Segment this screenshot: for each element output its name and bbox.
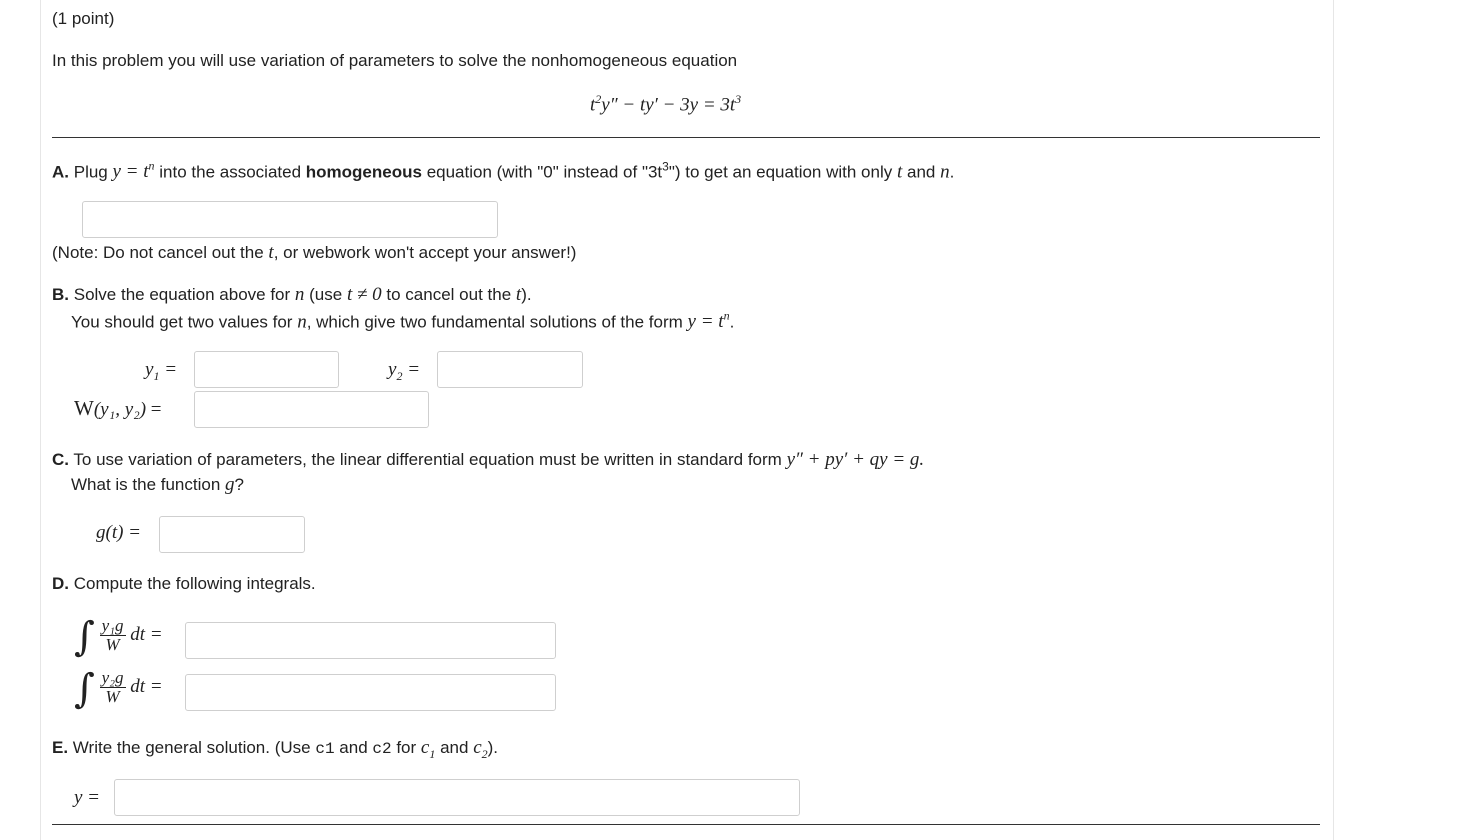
part-a-note: (Note: Do not cancel out the t, or webwork won't accept your answer!) xyxy=(52,242,577,263)
g-label: g(t) = xyxy=(96,522,142,543)
part-d-prompt: D. Compute the following integrals. xyxy=(52,574,316,593)
wronskian-label: W(y₁, y₂) = xyxy=(74,396,162,420)
main-equation: $t^2y'' - ty' - 3y = 3t^3$ xyxy=(590,92,742,116)
part-c-line1: C. To use variation of parameters, the linear differential equation must be written in standard form y″ + py′ + qy = g. xyxy=(52,449,925,470)
y2-label: $y_2$ = xyxy=(388,359,421,383)
integral-2-fraction: $\frac{\text{y₂g}}{W}$ xyxy=(101,668,124,707)
points-label: (1 point) xyxy=(52,9,115,28)
integral-1-fraction: $\frac{\text{y₁g}}{W}$ xyxy=(101,616,124,655)
part-b-form: $y = t^n$ xyxy=(687,309,730,333)
integral-2-sign: ∫ xyxy=(74,666,95,712)
wronskian-answer-input[interactable] xyxy=(194,391,429,428)
g-answer-input[interactable] xyxy=(159,516,305,553)
part-b-line2: You should get two values for n, which give two fundamental solutions of the form $y = t^n$. xyxy=(71,309,735,333)
part-e-prompt: E. Write the general solution. (Use c1 and c2 for $c_1$ and $c_2$). xyxy=(52,737,499,761)
part-a-answer-input[interactable] xyxy=(82,201,498,238)
y2-answer-input[interactable] xyxy=(437,351,583,388)
integral-1-answer-input[interactable] xyxy=(185,622,556,659)
intro-text: In this problem you will use variation of parameters to solve the nonhomogeneous equation xyxy=(52,51,738,70)
part-a-yeq: $y = t^n$ xyxy=(112,159,155,183)
divider-bottom xyxy=(52,824,1320,825)
divider-top xyxy=(52,137,1320,138)
integral-2-label: ∫ $\frac{\text{y₂g}}{W}$ dt = xyxy=(74,666,163,712)
general-solution-input[interactable] xyxy=(114,779,800,816)
integral-2-answer-input[interactable] xyxy=(185,674,556,711)
y1-label: $y_1$ = xyxy=(145,359,178,383)
integral-1-sign: ∫ xyxy=(74,614,95,660)
part-a-prompt: A. Plug $y = t^n$ into the associated homogeneous equation (with "0" instead of "$3t^3$") to get an equation with only t and n. xyxy=(52,159,955,183)
integral-1-label: ∫ $\frac{\text{y₁g}}{W}$ dt = xyxy=(74,614,163,660)
y1-answer-input[interactable] xyxy=(194,351,339,388)
part-b-line1: B. Solve the equation above for n (use t ≠ 0 to cancel out the t). xyxy=(52,284,532,305)
part-c-line2: What is the function g? xyxy=(71,474,245,495)
y-general-label: y = xyxy=(74,787,101,808)
